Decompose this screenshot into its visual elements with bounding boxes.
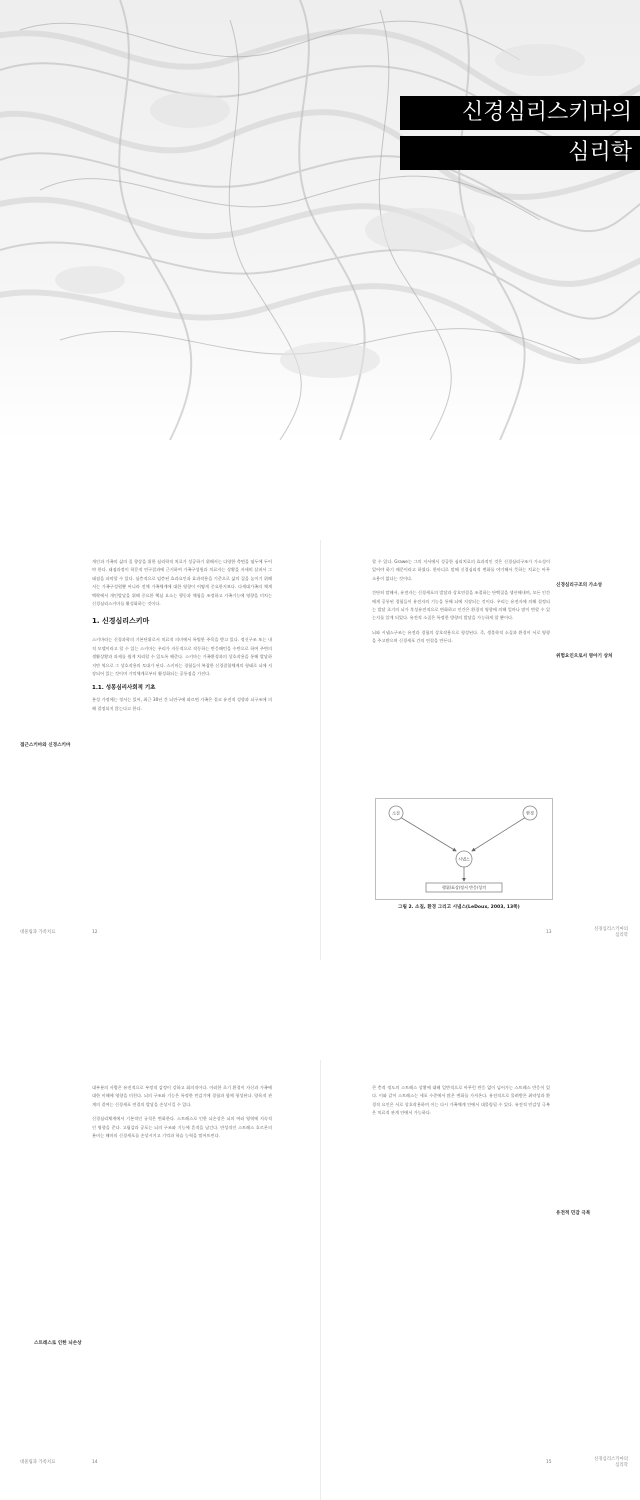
node-behavior-label: 행위/표상/정서 반응/성격 [442, 885, 486, 890]
node-environment [523, 806, 537, 820]
figure-synapse-diagram [375, 798, 553, 900]
folio-right-label: 신경심리스키마의 심리학 [594, 1457, 628, 1468]
intro-paragraph: 개인과 가족의 삶의 질 향상을 위한 심리학적 치료가 성공하기 위해서는 다양한 측면을 염두에 두어야 한다. 태점과정이 학문적 연구결과에 근거하여 가족구성원과 치료자는 상황을 자세히 살펴서 그 태점을 파악할 수 있다. 심층적으로 임층된 효과요인과 효과작용을 기준으로 삶의 질을 높이기 위해서는 가족구성원뿐 아니라 전체 가족체계에 대한 영향이 어떻게 중요한지보다. 다세대가족의 체계맥락에서 개인발달을 위해 중요한 핵심 요소는 행동과 체험을 조정하고 가족기능에 영향을 미치는 신경심리스키마를 활성화하는 것이다. [92, 559, 272, 607]
paragraph-a: 큰 충격 정도의 스트레스 상황에 대해 일반적으로 아무런 반응 없이 넘어가는 스트레스 반응이 있다. 이와 같이 스트레스는 세포 수준에서 많은 변화를 가져온다. 유전적으로 물려받은 취약성과 환경적 요인은 서로 상호작용하며 이는 다시 가족체계 안에서 대물림될 수 있다. 유전적 민감성 극복은 치료적 관계 안에서 가능하다. [372, 1085, 550, 1116]
page-13-text [372, 558, 550, 652]
paragraph-a: 대부분의 사람은 유전적으로 부정적 감정이 강하고 회의적이다. 이러한 초기 환경이 자신과 가족에 대한 이해에 영향을 미친다. 뇌의 구조와 기능은 특정한 민감기에 경험과 함께 형성된다. 양육적 관계의 결여는 신경세포 연결의 발달을 손상시킬 수 있다. [92, 1085, 272, 1107]
section-heading-1: 1. 신경심리스키마 [92, 617, 150, 626]
folio-left-label: 대물림과 가족치료 [20, 1460, 56, 1465]
paragraph-a: 할 수 있다. Grawe는 그의 저서에서 성공한 심리치료의 효과적인 것은 신경심리구조가 가소성이 있어야 하기 때문이라고 하였다. 한마디로 말해 신경심리적 변화를 야기해서 뜻하는 치료는 아무 소용이 없다는 것이다. [372, 559, 550, 581]
marble-background [0, 0, 640, 440]
side-note-genetic: 유전적 민감 극복 [556, 1211, 591, 1216]
page-number-15: 15 [546, 1460, 552, 1465]
section-1-1-paragraph: 본성 가정에는 정서는 있어, 최근 30년 간 뇌연구에 따르면 가족은 결코 유전적 성향과 뇌구조에 의해 결정되지 않는다고 한다. [92, 697, 272, 711]
spread-pages-14-15 [0, 1060, 640, 1500]
subsection-heading-1-1: 1.1. 성몽심리사회적 기초 [92, 685, 156, 692]
spread-pages-12-13 [0, 540, 640, 960]
page-12-text [92, 558, 272, 719]
side-note-plasticity: 신경심리구조의 가소성 [556, 583, 602, 588]
paragraph-b: 신경심리체계에서 기본적인 규칙은 변화한다. 스트레스로 인한 뇌손상은 뇌의 여러 영역에 지속적인 영향을 준다. 고립감과 공포는 뇌의 구조와 기능에 흔적을 남긴다. 만성적인 스트레스 호르몬의 분비는 해마의 신경세포를 손상시키고 기억과 학습 능력을 떨어뜨린다. [92, 1116, 272, 1139]
node-environment-label: 환경 [526, 810, 534, 816]
node-disposition [389, 806, 403, 820]
page-number-12: 12 [92, 930, 98, 935]
node-disposition-label: 소질 [392, 810, 400, 816]
folio-right-label: 신경심리스키마의 심리학 [594, 927, 628, 938]
paragraph-b: 간단히 말해서, 유전자는 신경세포의 발달과 상호연결을 조절하는 단백질을 생산해내며, 모든 인간에게 공통된 경험들이 유전자의 기능을 통해 뇌에 저장되는 것이다. 우리는 유전자에 의해 결정되는 발달 초기의 뇌가 후성유전적으로 변화하고 인간은 환경적 영향에 의해 얼마나 많이 변할 수 있는지를 알게 되었다. 유전적 소질은 특정한 방향의 발달을 가능하게 할 뿐이다. [372, 590, 550, 621]
node-synapse-label: 시냅스 [458, 856, 470, 862]
side-note-risk: 위험요인으로서 영아기 상처 [556, 654, 613, 659]
cover-title-line1: 신경심리스키마의 [400, 96, 640, 130]
folio-left-label: 대물림과 가족치료 [20, 930, 56, 935]
cover-hero [0, 0, 640, 440]
page-number-13: 13 [546, 930, 552, 935]
gutter [320, 540, 321, 960]
side-note-schema: 접근스키마와 신경스키마 [20, 743, 71, 748]
side-note-stress: 스트레스로 인한 뇌손상 [34, 1341, 82, 1346]
page-14-text [92, 1084, 272, 1146]
cover-title-line2: 심리학 [400, 136, 640, 170]
node-synapse [456, 851, 472, 867]
gutter [320, 1060, 321, 1500]
paragraph-c: 뇌와 시냅스구조는 유전과 경험의 상호작용으로 형성된다. 즉, 생물학적 소질과 환경이 서로 영향을 주고받으며 신경세포 간의 연결을 만든다. [372, 629, 550, 644]
figure-caption: 그림 2. 소질, 환경 그리고 시냅스(LeDoux, 2003, 13쪽) [398, 905, 520, 910]
section-1-paragraph: 스키마라는 신경과학의 기본단위로서 치료적 의미에서 특별한 주목을 받고 있다. 정신구조 또는 내적 모델이라고 할 수 있는 스키마는 우리가 자동적으로 작동하는 반응패턴을 수반으로 하여 주변의 생활상황과 과제를 쉽게 처리할 수 있도록 해준다. 스키마는 가족환경과의 상호작용을 통해 발달하지만 역으로 그 상호작용의 토대가 된다. 스키마는 경험들이 복잡한 신경결합체계의 형태로 뇌에 저장되어 있는 것이며 기억체계로부터 활성화되는 공통점을 가진다. [92, 637, 272, 677]
page-number-14: 14 [92, 1460, 98, 1465]
node-behavior [426, 883, 502, 892]
page-15-text [372, 1084, 550, 1124]
